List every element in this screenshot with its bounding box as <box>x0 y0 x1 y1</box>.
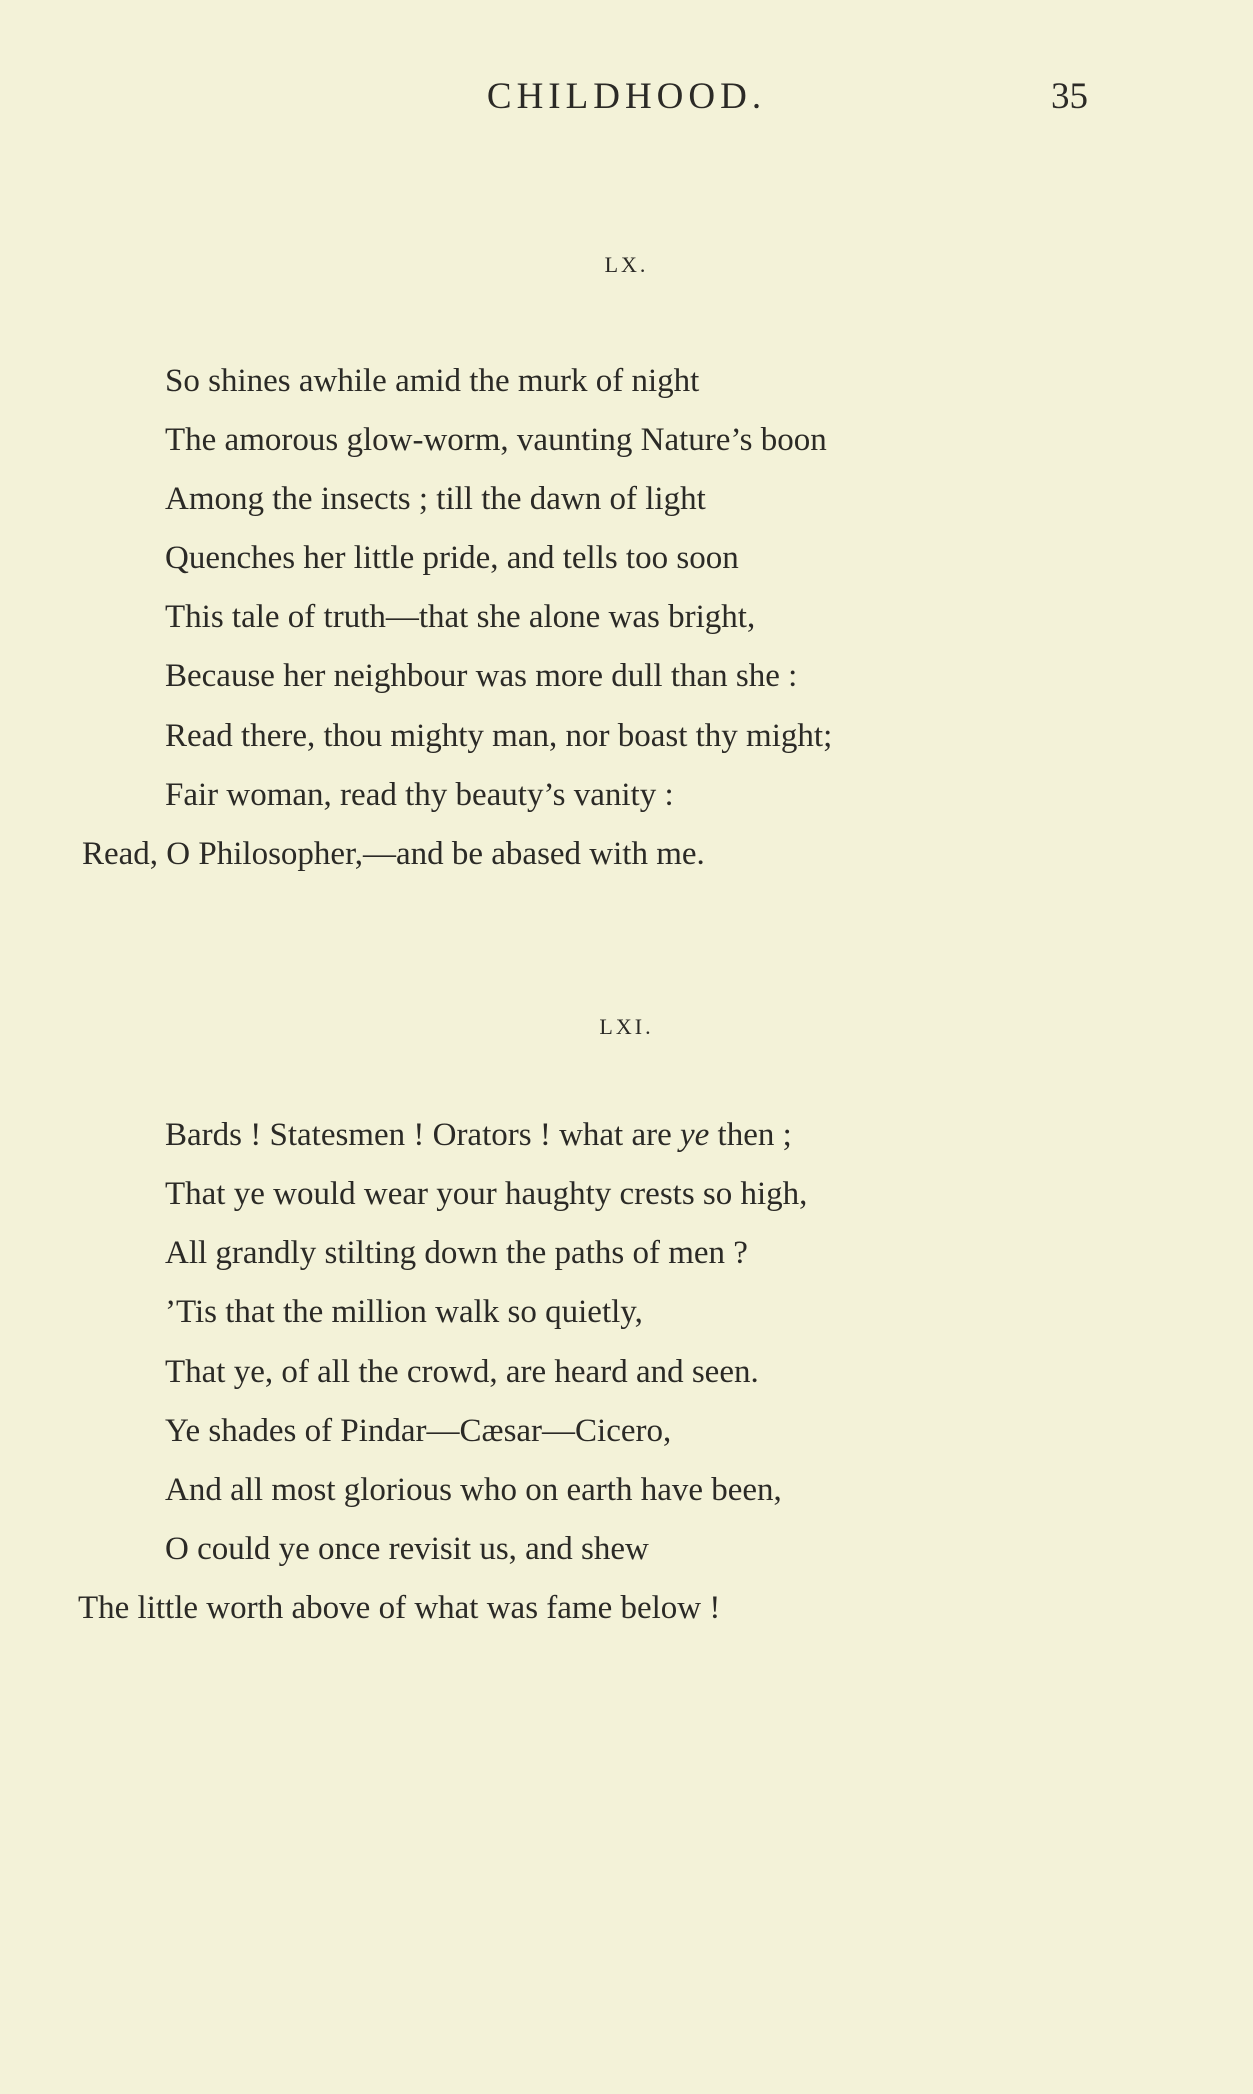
stanza-numeral-lxi: LXI. <box>599 1014 654 1039</box>
italic-word: ye <box>680 1117 710 1153</box>
verse-line: Read, O Philosopher,—and be abased with me. <box>82 836 705 872</box>
verse-line: O could ye once revisit us, and shew <box>165 1531 649 1567</box>
verse-line: That ye would wear your haughty crests so high, <box>165 1176 808 1212</box>
stanza-numeral-lx: LX. <box>604 252 649 277</box>
verse-line-text: Bards ! Statesmen ! Orators ! what are <box>165 1117 680 1153</box>
running-head <box>0 72 1253 122</box>
verse-line: Quenches her little pride, and tells too soon <box>165 540 739 576</box>
verse-line: Fair woman, read thy beauty’s vanity : <box>165 777 674 813</box>
verse-line: And all most glorious who on earth have been, <box>165 1472 782 1508</box>
verse-line: This tale of truth—that she alone was bright, <box>165 599 756 635</box>
verse-line: So shines awhile amid the murk of night <box>165 363 700 399</box>
verse-line: The little worth above of what was fame below ! <box>78 1590 721 1626</box>
page-number: 35 <box>1051 76 1088 117</box>
verse-line: All grandly stilting down the paths of men ? <box>165 1235 748 1271</box>
verse-line: ’Tis that the million walk so quietly, <box>165 1294 643 1330</box>
verse-line: Among the insects ; till the dawn of light <box>165 481 706 517</box>
verse-line <box>165 1115 792 1155</box>
verse-line-tail: then ; <box>709 1117 792 1153</box>
verse-line: Because her neighbour was more dull than she : <box>165 658 798 694</box>
verse-line: That ye, of all the crowd, are heard and seen. <box>165 1354 759 1390</box>
running-title: CHILDHOOD. <box>486 76 767 117</box>
verse-line: Read there, thou mighty man, nor boast thy might; <box>165 718 833 754</box>
verse-line: The amorous glow-worm, vaunting Nature’s boon <box>165 422 827 458</box>
verse-line: Ye shades of Pindar—Cæsar—Cicero, <box>165 1413 672 1449</box>
